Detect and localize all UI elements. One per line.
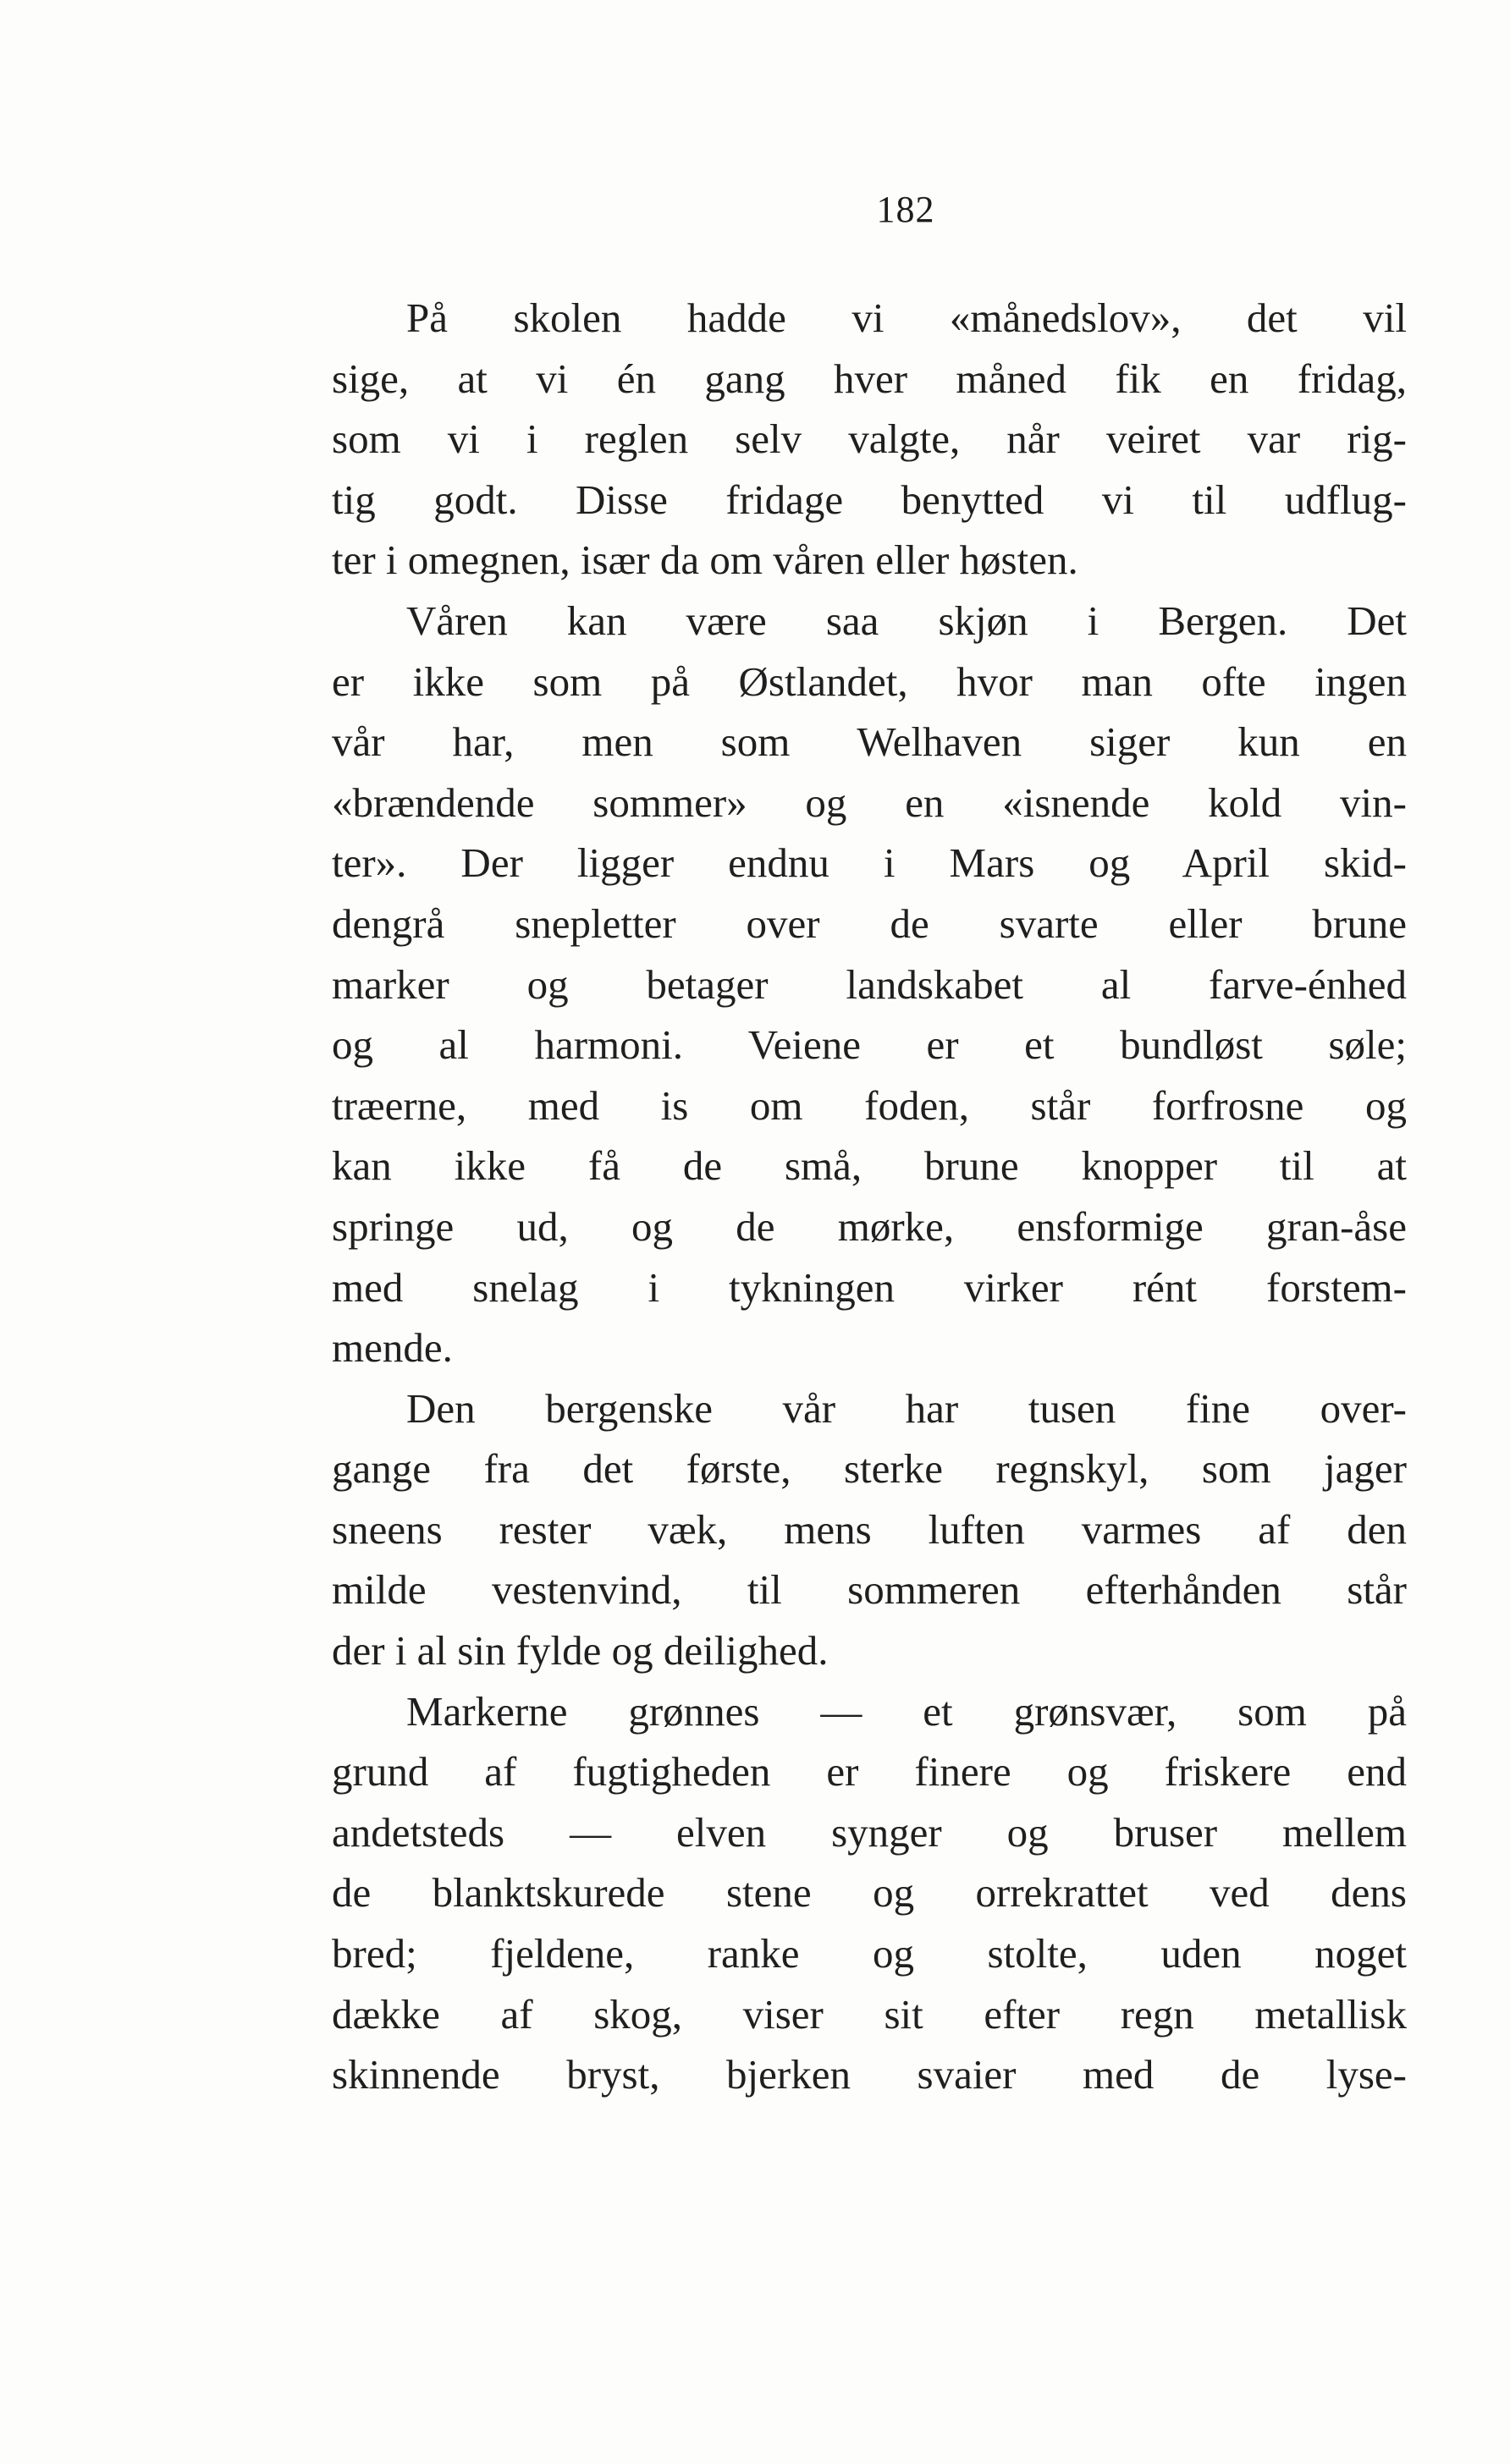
text-line: ter i omegnen, især da om våren eller høsten. bbox=[332, 536, 1078, 584]
text-line: er ikke som på Østlandet, hvor man ofte ingen bbox=[332, 657, 1407, 705]
text-line: «brændende sommer» og en «isnende kold vin- bbox=[332, 778, 1407, 826]
text-line: og al harmoni. Veiene er et bundløst søle; bbox=[332, 1021, 1407, 1069]
page-number: 182 bbox=[876, 189, 935, 230]
text-line: grund af fugtigheden er finere og friskere end bbox=[332, 1748, 1407, 1796]
text-line: træerne, med is om foden, står forfrosne og bbox=[332, 1081, 1407, 1129]
text-line: dække af skog, viser sit efter regn metallisk bbox=[332, 1990, 1407, 2038]
text-line: På skolen hadde vi «månedslov», det vil bbox=[406, 294, 1407, 341]
text-line: med snelag i tykningen virker rént forstem- bbox=[332, 1263, 1407, 1311]
text-line: dengrå snepletter over de svarte eller brune bbox=[332, 899, 1407, 947]
body-text bbox=[332, 288, 1407, 2105]
text-line: mende. bbox=[332, 1324, 453, 1372]
text-line: vår har, men som Welhaven siger kun en bbox=[332, 718, 1407, 766]
text-line: kan ikke få de små, brune knopper til at bbox=[332, 1142, 1407, 1190]
text-line: gange fra det første, sterke regnskyl, som jager bbox=[332, 1445, 1407, 1493]
text-line: andetsteds — elven synger og bruser mellem bbox=[332, 1808, 1407, 1856]
text-line: bred; fjeldene, ranke og stolte, uden noget bbox=[332, 1930, 1407, 1977]
text-line: springe ud, og de mørke, ensformige gran-åse bbox=[332, 1202, 1407, 1250]
text-line: ter». Der ligger endnu i Mars og April skid- bbox=[332, 839, 1407, 887]
text-line: sneens rester væk, mens luften varmes af den bbox=[332, 1505, 1407, 1553]
text-line: milde vestenvind, til sommeren efterhånden står bbox=[332, 1566, 1407, 1614]
text-line: Markerne grønnes — et grønsvær, som på bbox=[406, 1687, 1407, 1735]
text-line: Våren kan være saa skjøn i Bergen. Det bbox=[406, 597, 1407, 644]
text-line: der i al sin fylde og deilighed. bbox=[332, 1627, 829, 1675]
text-line: som vi i reglen selv valgte, når veiret var rig- bbox=[332, 415, 1407, 463]
text-line: skinnende bryst, bjerken svaier med de lyse- bbox=[332, 2051, 1407, 2098]
text-line: sige, at vi én gang hver måned fik en fridag, bbox=[332, 355, 1407, 402]
text-line: de blanktskurede stene og orrekrattet ved dens bbox=[332, 1869, 1407, 1917]
text-line: marker og betager landskabet al farve-énhed bbox=[332, 960, 1407, 1008]
text-line: Den bergenske vår har tusen fine over- bbox=[406, 1384, 1407, 1432]
text-line: tig godt. Disse fridage benytted vi til udflug- bbox=[332, 476, 1407, 523]
